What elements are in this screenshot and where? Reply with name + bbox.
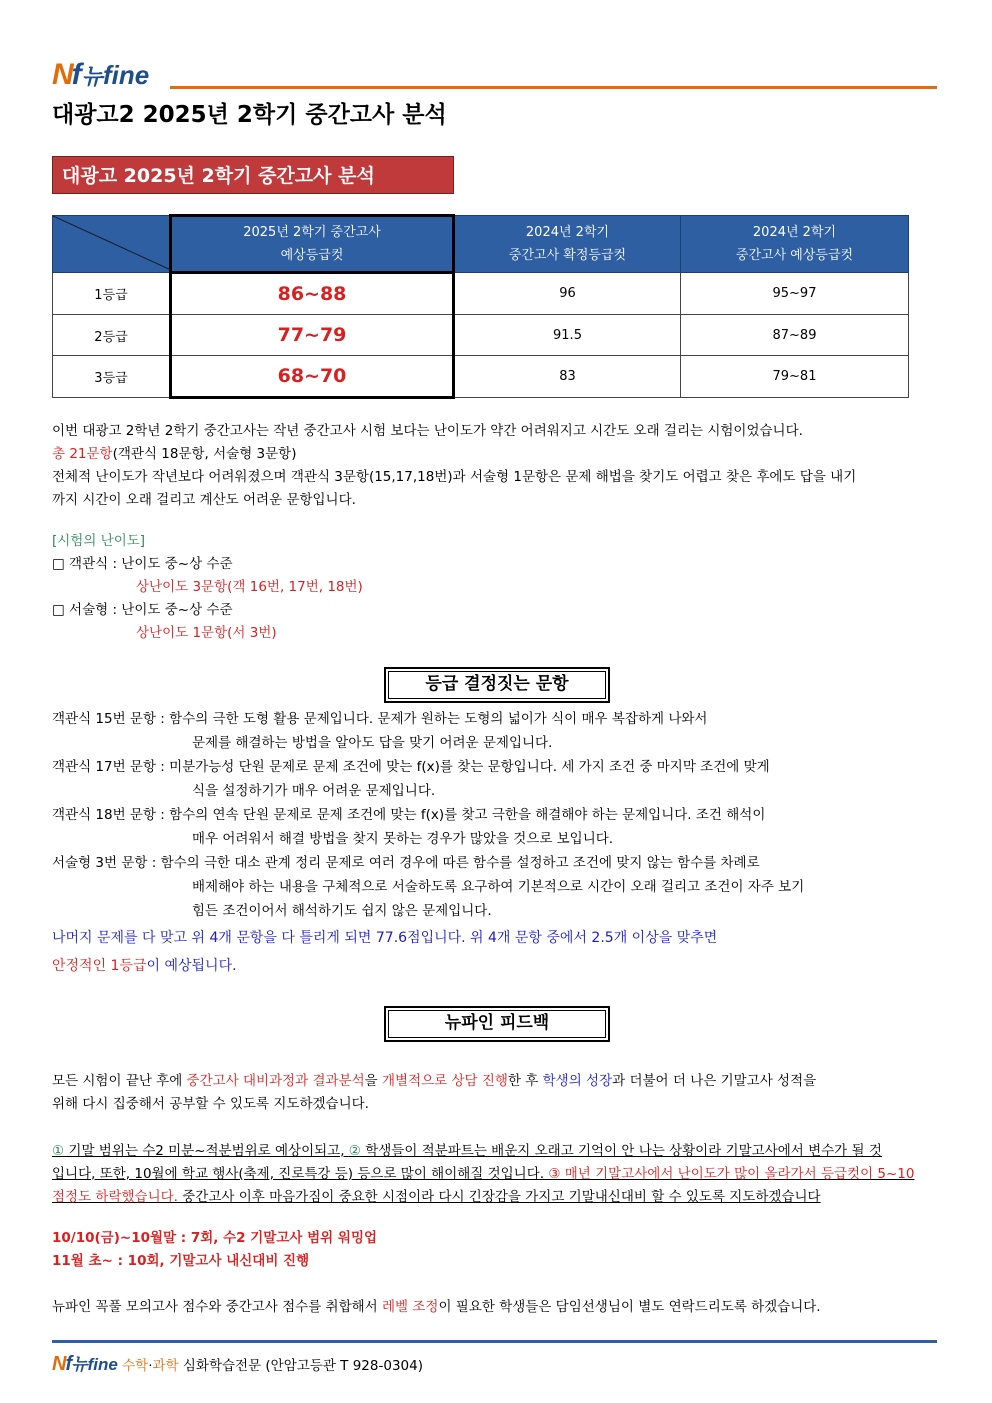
schedule-item: 10/10(금)~10월말 : 7회, 수2 기말고사 범위 워밍업: [52, 1230, 378, 1246]
note-line: ① 기말 범위는 수2 미분~적분범위로 예상이되고, ② 학생들이 적분파트는 배운지 오래고 기억이 안 나는 상황이라 기말고사에서 변수가 될 것: [52, 1143, 882, 1159]
intro-line: 까지 시간이 오래 걸리고 계산도 어려운 문항입니다.: [52, 492, 356, 508]
question-item: 객관식 18번 문항 : 함수의 연속 단원 문제로 문제 조건에 맞는 f(x)를 찾고 극한을 해결해야 하는 문제입니다. 조건 해석이: [52, 807, 766, 823]
banner-title: 대광고 2025년 2학기 중간고사 분석: [52, 156, 454, 194]
feedback-line: 모든 시험이 끝난 후에 중간고사 대비과정과 결과분석을 개별적으로 상담 진행한 후 학생의 성장과 더불어 더 나은 기말고사 성적을: [52, 1073, 817, 1089]
table-header-row: [53, 216, 909, 273]
question-item: 객관식 17번 문항 : 미분가능성 단원 문제로 문제 조건에 맞는 f(x)를 찾는 문항입니다. 세 가지 조건 중 마지막 조건에 맞게: [52, 759, 770, 775]
table-row: [53, 273, 909, 315]
predicted-cut: 86~88: [171, 273, 454, 315]
feedback-line: 위해 다시 집중해서 공부할 수 있도록 지도하겠습니다.: [52, 1096, 369, 1112]
header-2024-predicted: 2024년 2학기 중간고사 예상등급컷: [681, 216, 909, 273]
footer-subject-math: 수학: [122, 1358, 149, 1374]
footer-logo-text: 뉴fine: [71, 1355, 118, 1374]
schedule-item: 11월 초~ : 10회, 기말고사 내신대비 진행: [52, 1253, 310, 1269]
header-2024-confirmed: 2024년 2학기 중간고사 확정등급컷: [454, 216, 681, 273]
key-questions: 객관식 15번 문항 : 함수의 극한 도형 활용 문제입니다. 문제가 원하는 도형의 넓이가 식이 매우 복잡하게 나와서 문제를 해결하는 방법을 알아도 답을 맞기 어려운 문제입니다. 객관식 17번 문항 : 미분가능성 단원 문제로 문제 조건에 맞는 f(x)를 찾는 문항입니다. 세 가지 조건 중 마지막 조건에 맞게 식을 설정하기가 매우 어려운 문제입니다. 객관식 18번 문항 : 함수의 연속 단원 문제로 문제 조건에 맞는 f(x)를 찾고 극한을 해결해야 하는 문제입니다. 조건 해석이 매우 어려워서 해결 방법을 찾지 못하는 경우가 많았을 것으로 보입니다. 서술형 3번 문항 : 함수의 극한 대소 관계 정리 문제로 여러 경우에 따른 함수를 설정하고 조건에 맞지 않는 함수를 차례로 배제해야 하는 내용을 구체적으로 서술하도록 요구하여 기본적으로 시간이 오래 걸리고 조건이 자주 보기 힘든 조건이어서 해석하기도 쉽지 않은 문제입니다.: [52, 707, 804, 923]
conclusion-line: 나머지 문제를 다 맞고 위 4개 문항을 다 틀리게 되면 77.6점입니다. 위 4개 문항 중에서 2.5개 이상을 맞추면: [52, 930, 718, 946]
numbered-notes: [52, 1140, 914, 1209]
grade-label: 1등급: [53, 273, 171, 315]
note-line: 점정도 하락했습니다. 중간고사 이후 마음가짐이 중요한 시점이라 다시 긴장감을 가지고 기말내신대비 할 수 있도록 지도하겠습니다: [52, 1189, 821, 1205]
intro-line: 전체적 난이도가 작년보다 어려워졌으며 객관식 3문항(15,17,18번)과 서술형 1문항은 문제 해법을 찾기도 어렵고 찾은 후에도 답을 내기: [52, 469, 857, 485]
footer-divider: [52, 1340, 937, 1343]
essay-hard-items: 상난이도 1문항(서 3번): [136, 625, 277, 641]
grade-label: 2등급: [53, 315, 171, 356]
total-questions: 총 21문항: [52, 446, 113, 462]
section-title-feedback: 뉴파인 피드백: [384, 1006, 610, 1042]
table-row: [53, 315, 909, 356]
predicted-cut-2024: 95~97: [681, 273, 909, 315]
objective-difficulty: □ 객관식 : 난이도 중~상 수준: [52, 556, 233, 572]
header-logo: [52, 58, 149, 92]
closing-note: 뉴파인 꼭풀 모의고사 점수와 중간고사 점수를 취합해서 레벨 조정이 필요한 학생들은 담임선생님이 별도 연락드리도록 하겠습니다.: [52, 1299, 821, 1315]
question-item: 객관식 15번 문항 : 함수의 극한 도형 활용 문제입니다. 문제가 원하는 도형의 넓이가 식이 매우 복잡하게 나와서: [52, 711, 708, 727]
question-item: 서술형 3번 문항 : 함수의 극한 대소 관계 정리 문제로 여러 경우에 따른 함수를 설정하고 조건에 맞지 않는 함수를 차례로: [52, 855, 760, 871]
essay-difficulty: □ 서술형 : 난이도 중~상 수준: [52, 602, 233, 618]
grade-label: 3등급: [53, 356, 171, 398]
section-title-key-questions: 등급 결정짓는 문항: [384, 667, 610, 703]
confirmed-cut-2024: 91.5: [454, 315, 681, 356]
page-title: 대광고2 2025년 2학기 중간고사 분석: [52, 102, 447, 128]
feedback-paragraph: [52, 1070, 816, 1116]
difficulty-heading: [시험의 난이도]: [52, 533, 146, 549]
conclusion: [52, 924, 717, 980]
footer-logo-mark: Nf: [52, 1353, 72, 1375]
intro-paragraph: [52, 420, 856, 512]
schedule: [52, 1227, 377, 1273]
predicted-cut-2024: 79~81: [681, 356, 909, 398]
predicted-cut: 68~70: [171, 356, 454, 398]
footer: Nf뉴fine 수학·과학 심화학습전문 (안암고등관 T 928-0304): [52, 1353, 423, 1375]
grade-cut-table: [52, 214, 909, 399]
difficulty-section: [52, 530, 363, 645]
diagonal-header-cell: [53, 216, 171, 273]
header-divider: [170, 86, 937, 89]
note-line: 입니다, 또한, 10월에 학교 행사(축제, 진로특강 등) 등으로 많이 해이해질 것입니다. ③ 매년 기말고사에서 난이도가 많이 올라가서 등급컷이 5~10: [52, 1166, 915, 1182]
logo-korean: 뉴: [81, 64, 103, 89]
footer-academy-info: 심화학습전문 (안암고등관 T 928-0304): [182, 1358, 423, 1374]
footer-subject-science: 과학: [152, 1358, 179, 1374]
logo-mark: Nf: [52, 58, 80, 91]
header-2025-predicted: 2025년 2학기 중간고사 예상등급컷: [171, 216, 454, 273]
intro-line: 총 21문항(객관식 18문항, 서술형 3문항): [52, 446, 297, 462]
objective-hard-items: 상난이도 3문항(객 16번, 17번, 18번): [136, 579, 363, 595]
predicted-cut: 77~79: [171, 315, 454, 356]
predicted-cut-2024: 87~89: [681, 315, 909, 356]
confirmed-cut-2024: 83: [454, 356, 681, 398]
conclusion-line: 안정적인 1등급이 예상됩니다.: [52, 958, 237, 974]
logo-english: fine: [102, 60, 150, 90]
diagonal-line: [53, 216, 171, 270]
intro-line: 이번 대광고 2학년 2학기 중간고사는 작년 중간고사 시험 보다는 난이도가 약간 어려워지고 시간도 오래 걸리는 시험이었습니다.: [52, 423, 803, 439]
table-row: [53, 356, 909, 398]
confirmed-cut-2024: 96: [454, 273, 681, 315]
